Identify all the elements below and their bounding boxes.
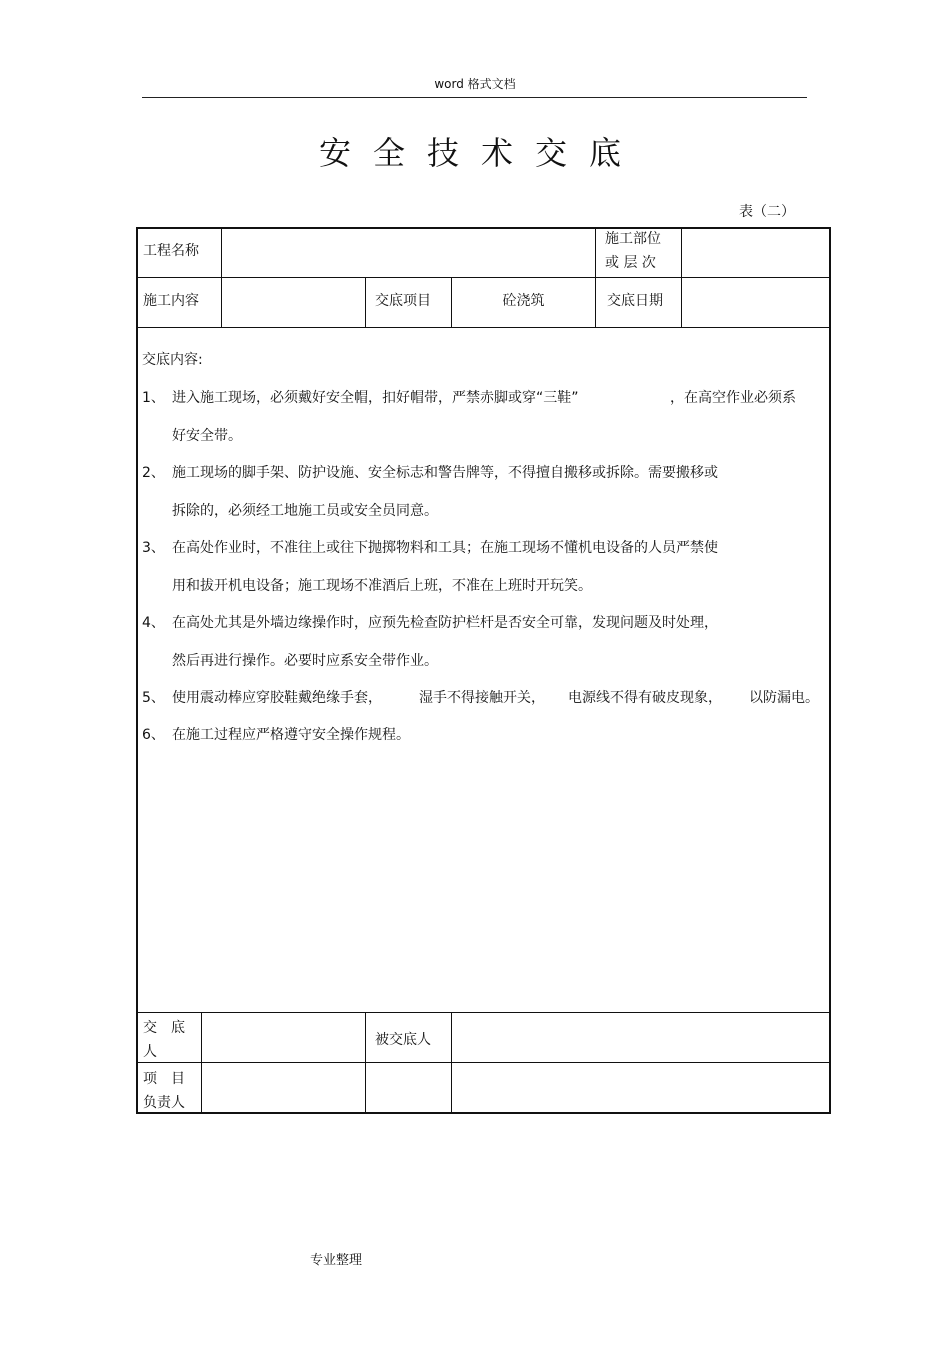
location-label-line2: 或 层 次 [605,255,656,271]
item-text: 进入施工现场，必须戴好安全帽，扣好帽带，严禁赤脚或穿“三鞋” [172,390,579,406]
item-text-cont: ，在高空作业必须系 [670,390,796,406]
receiver-signature[interactable] [452,1013,829,1061]
discloser-label-line1: 交 底 [143,1020,185,1036]
col-divider [595,227,596,328]
item-text: 在高处尤其是外墙边缘操作时，应预先检查防护栏杆是否安全可靠，发现问题及时处理， [172,615,718,631]
item-text: 湿手不得接触开关， [419,690,545,706]
date-label: 交底日期 [607,293,663,309]
location-value[interactable] [682,229,829,276]
item-number: 6、 [142,727,165,743]
work-content-label: 施工内容 [143,293,199,309]
item-number: 2、 [142,465,165,481]
manager-label-line2: 负责人 [143,1095,185,1111]
col-divider [365,1012,366,1113]
item-number: 4、 [142,615,165,631]
discloser-signature[interactable] [202,1013,364,1061]
item-label: 交底项目 [375,293,431,309]
col-divider [365,277,366,328]
item-text: 在高处作业时，不准往上或往下抛掷物料和工具；在施工现场不懂机电设备的人员严禁使 [172,540,718,556]
page-header: word 格式文档 [434,77,516,91]
row-divider [136,277,831,278]
item-number: 1、 [142,390,165,406]
receiver-label: 被交底人 [375,1032,431,1048]
project-name-value[interactable] [222,229,594,276]
location-label-line1: 施工部位 [605,231,661,247]
item-text: 电源线不得有破皮现象， [568,690,722,706]
item-text: 以防漏电。 [749,690,819,706]
item-text: 拆除的，必须经工地施工员或安全员同意。 [172,503,438,519]
item-text: 使用震动棒应穿胶鞋戴绝缘手套， [172,690,382,706]
item-number: 5、 [142,690,165,706]
row-divider [136,327,831,328]
item-text: 在施工过程应严格遵守安全操作规程。 [172,727,410,743]
discloser-label-line2: 人 [143,1044,157,1060]
document-title: 安全技术交底 [318,134,643,172]
content-heading: 交底内容: [142,352,203,368]
item-text: 用和拔开机电设备；施工现场不准酒后上班，不准在上班时开玩笑。 [172,578,592,594]
item-text: 施工现场的脚手架、防护设施、安全标志和警告牌等，不得擅自搬移或拆除。需要搬移或 [172,465,718,481]
table-number: 表（二） [739,204,795,220]
header-rule [142,97,807,98]
date-value[interactable] [682,279,829,326]
work-content-value[interactable] [222,279,364,326]
manager-signature[interactable] [202,1063,364,1112]
item-text: 好安全带。 [172,428,242,444]
disclosure-table [136,227,831,1114]
page-footer: 专业整理 [310,1253,363,1268]
item-number: 3、 [142,540,165,556]
manager-label-line1: 项 目 [143,1071,185,1087]
item-text: 然后再进行操作。必要时应系安全带作业。 [172,653,438,669]
item-value: 砼浇筑 [502,293,545,309]
project-name-label: 工程名称 [143,243,199,259]
